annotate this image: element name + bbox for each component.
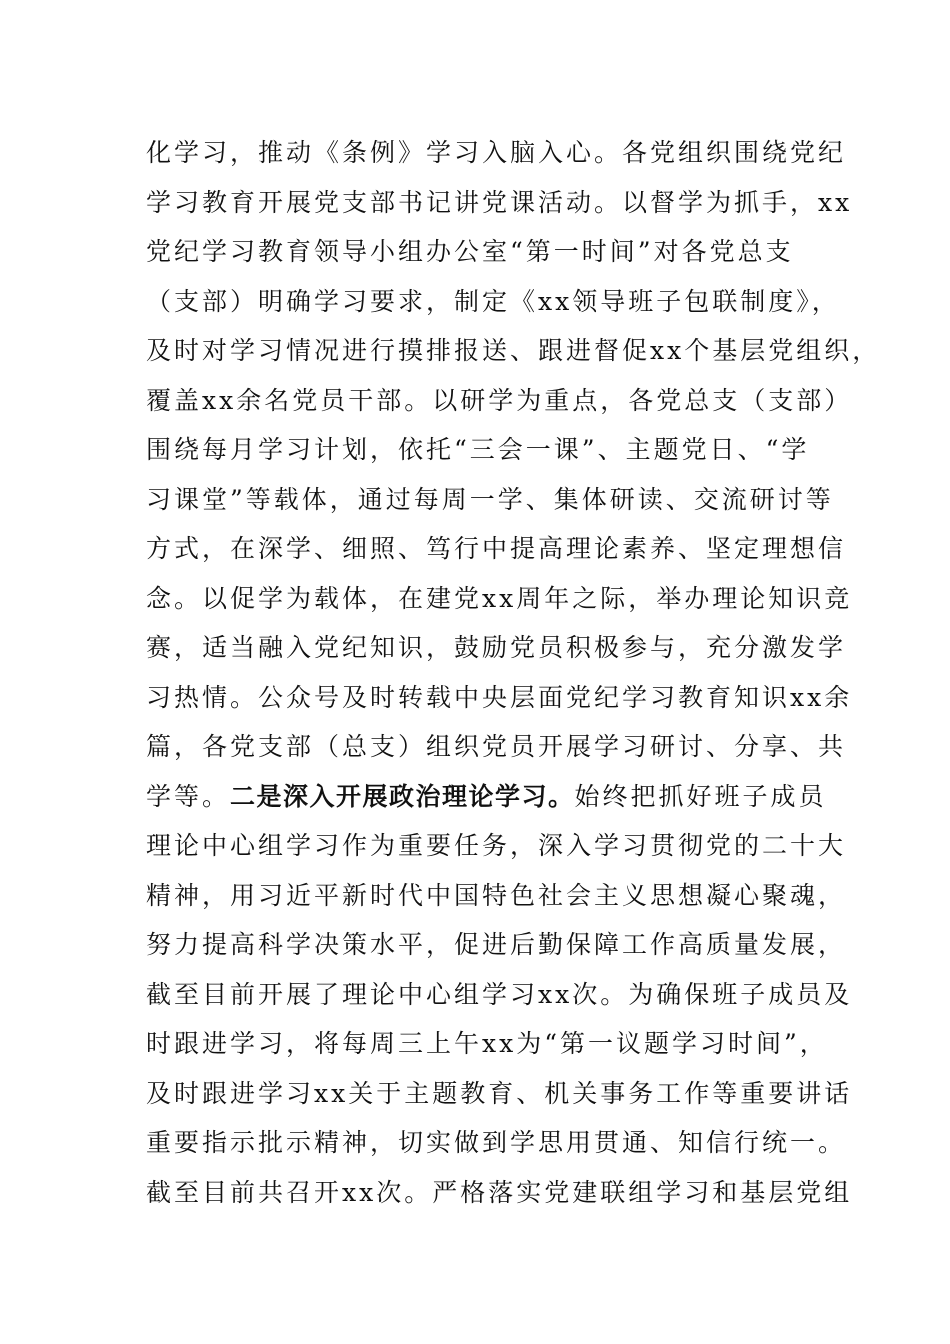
text-line: 党纪学习教育领导小组办公室“第一时间”对各党总支 [146,237,794,266]
text-line: 围绕每月学习计划，依托“三会一课”、主题党日、“学 [146,435,810,464]
text-line: 理论中心组学习作为重要任务，深入学习贯彻党的二十大 [146,831,847,860]
text-line: 及时跟进学习xx关于主题教育、机关事务工作等重要讲话 [146,1078,853,1108]
text-line: 截至目前共召开xx次。严格落实党建联组学习和基层党组 [146,1177,853,1207]
text-line: 覆盖xx余名党员干部。以研学为重点，各党总支（支部） [146,385,853,415]
text-line: （支部）明确学习要求，制定《xx领导班子包联制度》， [146,286,840,316]
text-line: 习课堂”等载体，通过每周一学、集体研读、交流研讨等 [146,484,834,514]
text-line: 念。以促学为载体，在建党xx周年之际，举办理论知识竞 [146,583,853,613]
text-segment: 学等。 [146,781,231,811]
text-line: 精神，用习近平新时代中国特色社会主义思想凝心聚魂， [146,880,847,910]
body-text [146,128,881,1217]
text-line: 方式，在深学、细照、笃行中提高理论素养、坚定理想信 [146,534,847,563]
text-line: 及时对学习情况进行摸排报送、跟进督促xx个基层党组织， [146,336,881,365]
text-line: 截至目前开展了理论中心组学习xx次。为确保班子成员及 [146,979,853,1009]
text-line: 篇，各党支部（总支）组织党员开展学习研讨、分享、共 [146,732,847,761]
text-line: 赛，适当融入党纪知识，鼓励党员积极参与，充分激发学 [146,633,847,662]
text-line: 努力提高科学决策水平，促进后勤保障工作高质量发展， [146,930,847,959]
text-line: 化学习，推动《条例》学习入脑入心。各党组织围绕党纪 [146,138,847,167]
text-line: 习热情。公众号及时转载中央层面党纪学习教育知识xx余 [146,682,853,712]
text-line: 重要指示批示精神，切实做到学思用贯通、知信行统一。 [146,1128,847,1157]
section-heading-inline: 二是深入开展政治理论学习。 [230,781,575,811]
text-segment: 始终把抓好班子成员 [574,781,827,811]
text-line: 时跟进学习，将每周三上午xx为“第一议题学习时间”， [146,1029,828,1058]
text-line-with-heading [146,772,826,822]
text-line: 学习教育开展党支部书记讲党课活动。以督学为抓手，xx [146,187,853,217]
